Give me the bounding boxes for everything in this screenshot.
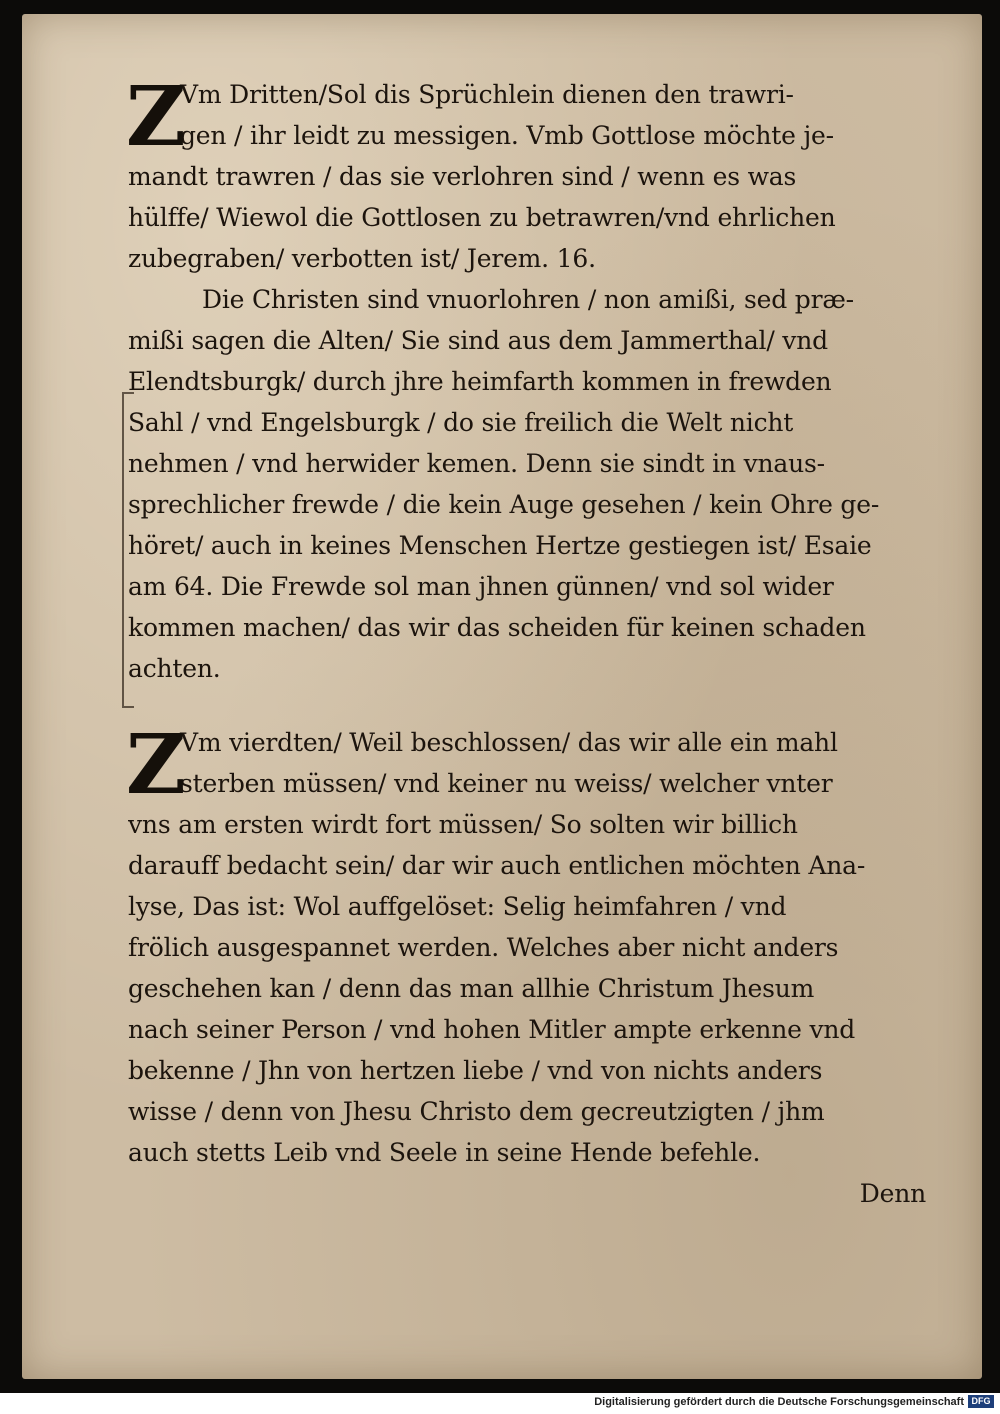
text-line: am 64. Die Frewde sol man jhnen günnen/ vnd sol wider bbox=[128, 572, 834, 601]
text-line: nehmen / vnd herwider kemen. Denn sie sindt in vnaus- bbox=[128, 449, 825, 478]
drop-initial: Z bbox=[126, 69, 186, 165]
text-line: zubegraben/ verbotten ist/ Jerem. 16. bbox=[128, 244, 596, 273]
text-line: gen / ihr leidt zu messigen. Vmb Gottlose möchte je- bbox=[180, 121, 834, 150]
text-line: kommen machen/ das wir das scheiden für keinen schaden bbox=[128, 613, 866, 642]
text-line: hülffe/ Wiewol die Gottlosen zu betrawren/vnd ehrlichen bbox=[128, 203, 836, 232]
text-line: lyse, Das ist: Wol auffgelöset: Selig heimfahren / vnd bbox=[128, 892, 787, 921]
dfg-logo: DFG bbox=[968, 1395, 994, 1408]
text-line: achten. bbox=[128, 654, 221, 683]
paragraph-dritten bbox=[126, 69, 938, 279]
text-line: geschehen kan / denn das man allhie Christum Jhesum bbox=[128, 974, 815, 1003]
text-line: darauff bedacht sein/ dar wir auch entlichen möchten Ana- bbox=[128, 851, 866, 880]
text-line: mandt trawren / das sie verlohren sind / wenn es was bbox=[128, 162, 797, 191]
text-line: Sahl / vnd Engelsburgk / do sie freilich die Welt nicht bbox=[128, 408, 794, 437]
catchword: Denn bbox=[859, 1179, 926, 1208]
paragraph-christen bbox=[128, 279, 938, 689]
text-line: frölich ausgespannet werden. Welches aber nicht anders bbox=[128, 933, 839, 962]
text-line: höret/ auch in keines Menschen Hertze gestiegen ist/ Esaie bbox=[128, 531, 872, 560]
margin-bracket-mark bbox=[122, 392, 134, 708]
text-line: bekenne / Jhn von hertzen liebe / vnd von nichts anders bbox=[128, 1056, 823, 1085]
text-line: sprechlicher frewde / die kein Auge gesehen / kein Ohre ge- bbox=[128, 490, 880, 519]
text-line: wisse / denn von Jhesu Christo dem gecreutzigten / jhm bbox=[128, 1097, 825, 1126]
paragraph-spacer bbox=[128, 689, 938, 722]
text-line: Vm Dritten/Sol dis Sprüchlein dienen den trawri- bbox=[180, 80, 794, 109]
text-line: Elendtsburgk/ durch jhre heimfarth kommen in frewden bbox=[128, 367, 832, 396]
text-line: sterben müssen/ vnd keiner nu weiss/ welcher vnter bbox=[180, 769, 833, 798]
paragraph-vierdten bbox=[126, 717, 938, 1173]
text-line: vns am ersten wirdt fort müssen/ So solten wir billich bbox=[128, 810, 798, 839]
text-line: nach seiner Person / vnd hohen Mitler ampte erkenne vnd bbox=[128, 1015, 856, 1044]
text-line: mißi sagen die Alten/ Sie sind aus dem Jammerthal/ vnd bbox=[128, 326, 828, 355]
page-text bbox=[126, 69, 938, 1214]
text-line: Die Christen sind vnuorlohren / non amißi, sed præ- bbox=[202, 285, 854, 314]
text-line: Vm vierdten/ Weil beschlossen/ das wir alle ein mahl bbox=[180, 728, 838, 757]
digitization-credit: Digitalisierung gefördert durch die Deutsche Forschungsgemeinschaft bbox=[594, 1396, 964, 1408]
text-line: auch stetts Leib vnd Seele in seine Hende befehle. bbox=[128, 1138, 761, 1167]
drop-initial: Z bbox=[126, 717, 186, 813]
